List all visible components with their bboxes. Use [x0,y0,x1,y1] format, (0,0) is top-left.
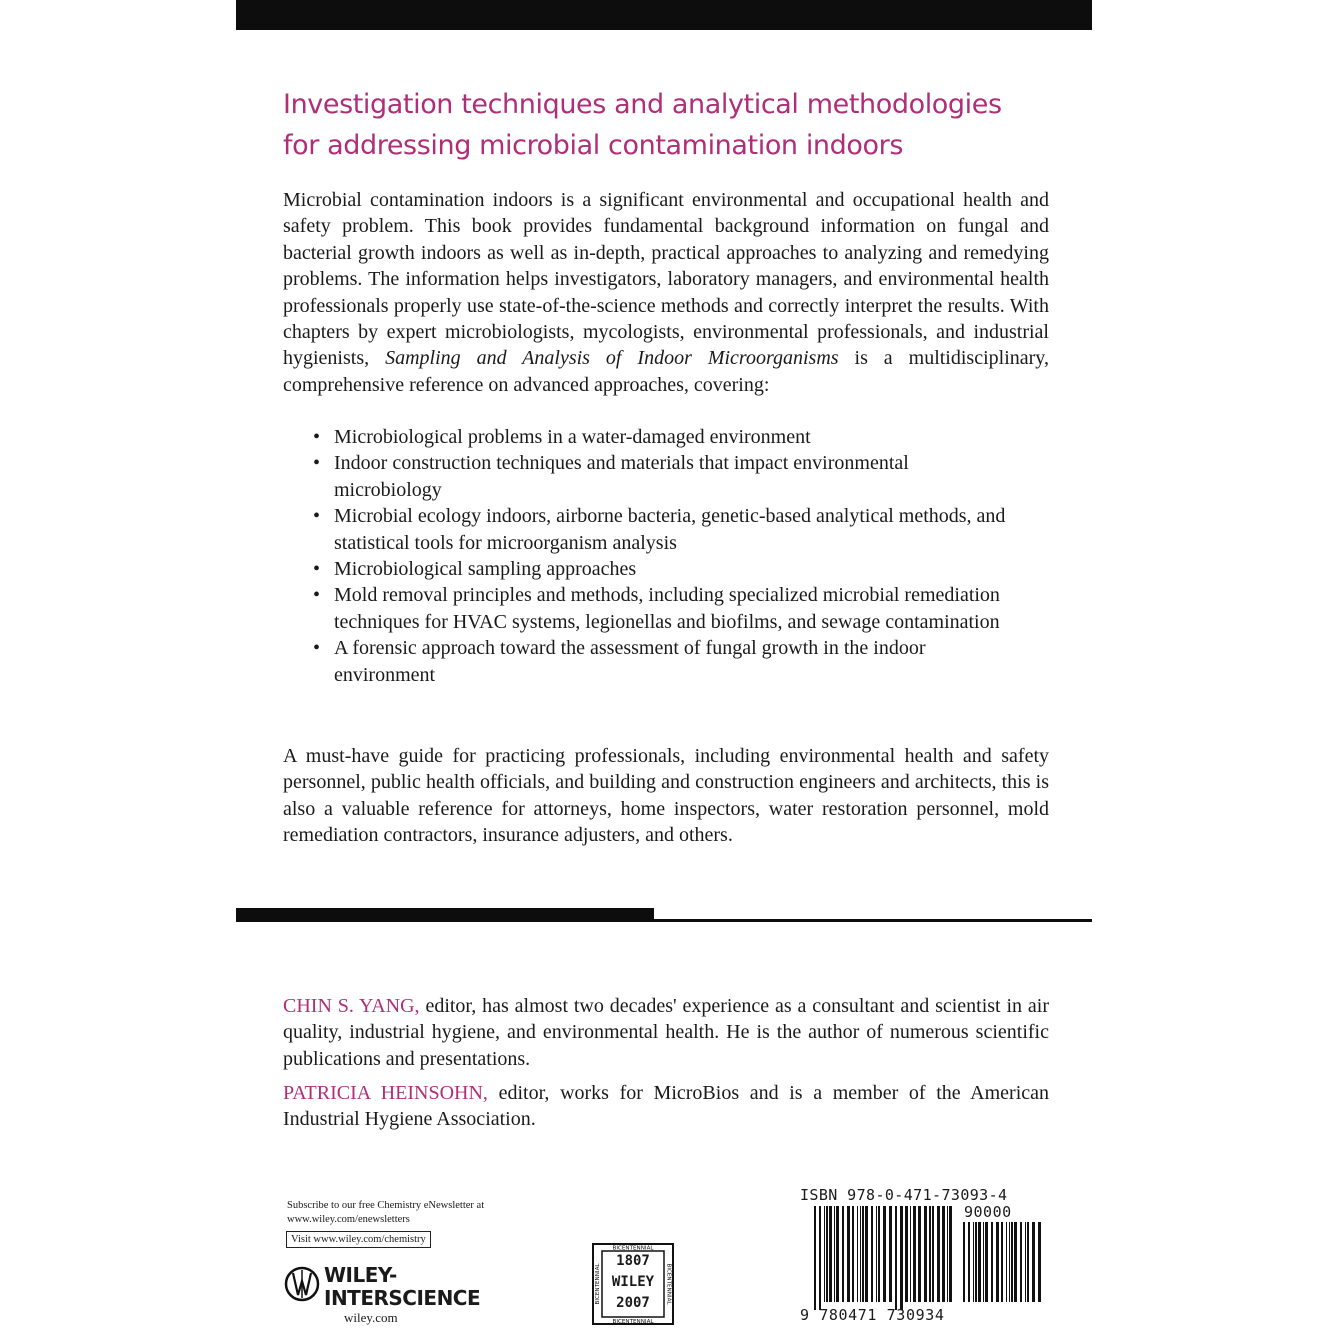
editor-bio [283,1080,1049,1133]
bullet-icon: • [313,426,321,448]
wiley-interscience-logo [284,1262,484,1324]
intro-text: Microbial contamination indoors is a significant environmental and occupational health and safety problem. This book provides fundamental background information on fungal and bacterial growth indoors as well as in-depth, practical approaches to analyzing and remedying problems. The information helps investigators, laboratory managers, and environmental health professionals properly use state-of-the-science methods and correctly interpret the results. With chapters by expert microbiologists, mycologists, environmental professionals, and industrial hygienists, [283,189,1049,370]
bicentennial-top-text: BICENTENNIAL [612,1245,654,1252]
list-item-text: Mold removal principles and methods, including specialized microbial remediation techniques for HVAC systems, legionellas and biofilms, and sewage contamination [334,584,1000,633]
newsletter-line: Subscribe to our free Chemistry eNewsletter at [287,1200,485,1211]
bicentennial-bottom-text: BICENTENNIAL [612,1319,654,1325]
editor-bio-text: editor, has almost two decades' experience as a consultant and scientist in air quality, industrial hygiene, and environmental health. He is the author of numerous scientific publications and presentations. [283,995,1050,1070]
list-item [313,424,1013,450]
bicentennial-year-start: 1807 [616,1253,650,1269]
list-item-text: Microbial ecology indoors, airborne bacteria, genetic-based analytical methods, and statistical tools for microorganism analysis [334,505,1006,554]
section-divider-thick [236,908,654,922]
newsletter-url[interactable]: www.wiley.com/enewsletters [287,1214,410,1225]
isbn-barcode-block [800,1186,1045,1328]
wiley-emblem-icon [284,1264,320,1304]
price-barcode-icon [963,1222,1043,1310]
list-item [313,635,1013,688]
visit-link-box[interactable]: Visit www.wiley.com/chemistry [286,1231,431,1248]
top-black-bar [236,0,1092,30]
headline-line-1: Investigation techniques and analytical methodologies [283,89,1002,120]
editor-bio-text: editor, works for MicroBios and is a member of the American Industrial Hygiene Association. [283,1082,1050,1131]
publisher-name [324,1264,480,1310]
list-item [313,582,1013,635]
headline-line-2: for addressing microbial contamination indoors [283,130,903,161]
list-item-text: A forensic approach toward the assessment of fungal growth in the indoor environment [334,637,926,686]
bullet-icon: • [313,558,321,581]
bullet-icon: • [313,584,321,607]
editor-name: PATRICIA HEINSOHN, [283,1082,488,1104]
editor-bio [283,993,1049,1072]
closing-paragraph: A must-have guide for practicing professionals, including environmental health and safety personnel, public health officials, and building and construction engineers and architects, this is also a valuable reference for attorneys, home inspectors, water restoration personnel, mold remediation contractors, insurance adjusters, and others. [283,745,1049,847]
topics-list [313,424,1013,688]
section-divider-thin [654,919,1092,922]
bullet-icon: • [313,452,321,475]
list-item-text: Microbiological sampling approaches [334,558,637,581]
publisher-name-line-2: INTERSCIENCE [324,1286,481,1310]
publisher-name-line-1: WILEY- [324,1263,397,1287]
bicentennial-left-text: BICENTENNIAL [594,1263,601,1305]
bicentennial-year-end: 2007 [616,1295,650,1311]
intro-text-end: is a multidisciplinary, comprehensive reference on advanced approaches, covering: [283,347,1049,396]
bicentennial-logo [592,1243,674,1325]
barcode-digits: 9 780471 730934 [800,1306,945,1324]
bullet-icon: • [313,637,321,660]
publisher-url[interactable]: wiley.com [344,1310,398,1325]
price-code: 90000 [964,1203,1012,1221]
ean-barcode-icon [814,1206,954,1310]
newsletter-note [287,1199,547,1227]
bicentennial-brand: WILEY [611,1274,655,1290]
bicentennial-right-text: BICENTENNIAL [665,1263,672,1305]
list-item [313,450,1013,503]
list-item-text: Microbiological problems in a water-damaged environment [334,426,811,448]
list-item-text: Indoor construction techniques and materials that impact environmental microbiology [334,452,909,501]
list-item [313,556,1013,582]
editor-name: CHIN S. YANG, [283,995,420,1017]
book-title: Sampling and Analysis of Indoor Microorganisms [385,347,839,370]
intro-paragraph [283,187,1049,398]
isbn-label: ISBN 978-0-471-73093-4 [800,1186,1008,1204]
bicentennial-years [606,1251,660,1314]
bullet-icon: • [313,505,321,528]
list-item [313,503,1013,556]
headline [283,84,1073,166]
